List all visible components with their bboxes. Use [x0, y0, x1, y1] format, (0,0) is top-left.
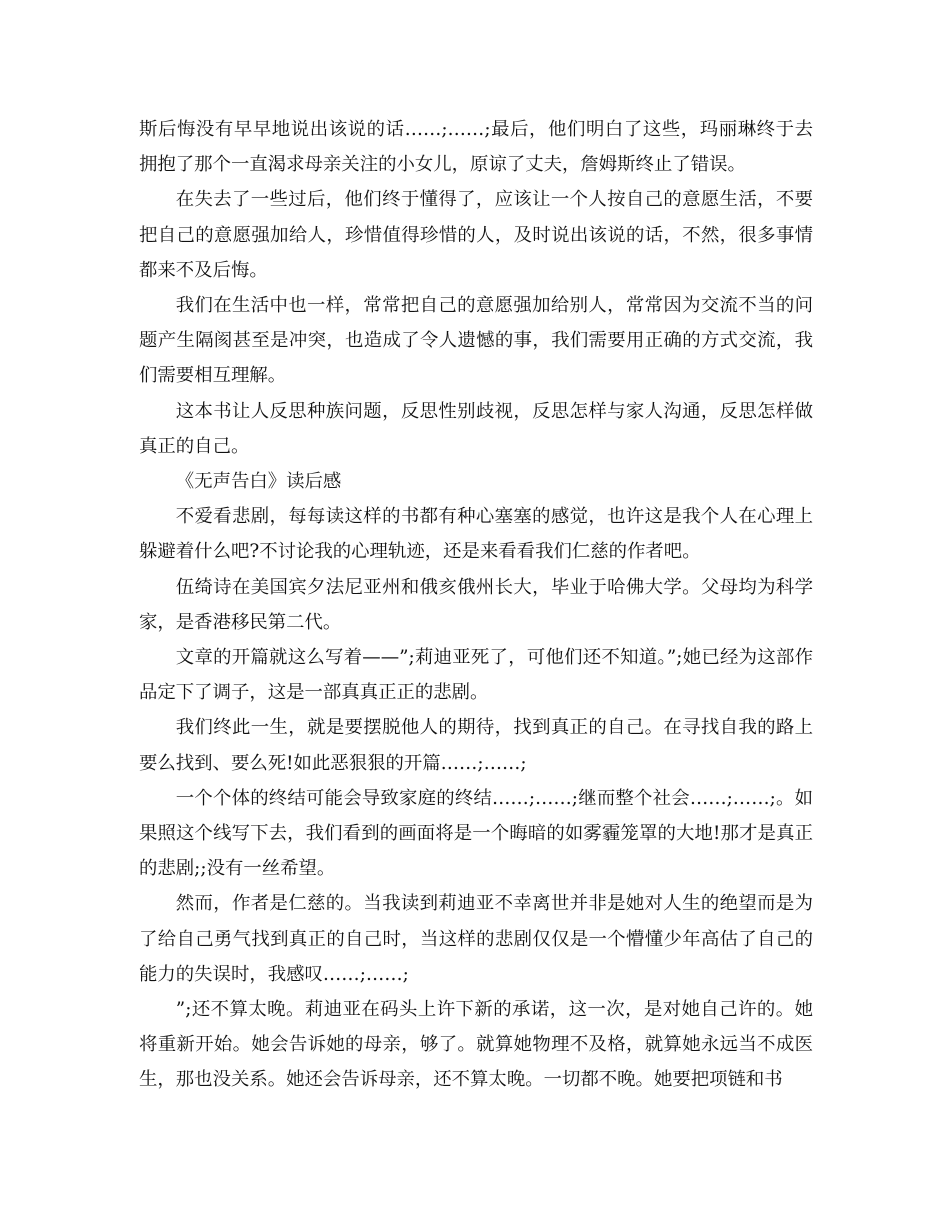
paragraph: 伍绮诗在美国宾夕法尼亚州和俄亥俄州长大，毕业于哈佛大学。父母均为科学家，是香港移民第二代。 [139, 576, 813, 633]
paragraph: 这本书让人反思种族问题，反思性别歧视，反思怎样与家人沟通，反思怎样做真正的自己。 [139, 400, 813, 457]
document-body [139, 112, 813, 1098]
paragraph: 然而，作者是仁慈的。当我读到莉迪亚不幸离世并非是她对人生的绝望而是为了给自己勇气找到真正的自己时，当这样的悲剧仅仅是一个懵懂少年高估了自己的能力的失误时，我感叹……;……; [139, 893, 813, 985]
paragraph: 不爱看悲剧，每每读这样的书都有种心塞塞的感觉，也许这是我个人在心理上躲避着什么吧?不讨论我的心理轨迹，还是来看看我们仁慈的作者吧。 [139, 506, 813, 563]
paragraph: 我们终此一生，就是要摆脱他人的期待，找到真正的自己。在寻找自我的路上要么找到、要么死!如此恶狠狠的开篇……;……; [139, 717, 813, 774]
paragraph-continuation: 斯后悔没有早早地说出该说的话……;……;最后，他们明白了这些，玛丽琳终于去拥抱了那个一直渴求母亲关注的小女儿，原谅了丈夫，詹姆斯终止了错误。 [139, 119, 813, 176]
paragraph: 我们在生活中也一样，常常把自己的意愿强加给别人，常常因为交流不当的问题产生隔阂甚至是冲突，也造成了令人遗憾的事，我们需要用正确的方式交流，我们需要相互理解。 [139, 295, 813, 387]
section-title: 《无声告白》读后感 [175, 471, 342, 493]
paragraph: ”;还不算太晚。莉迪亚在码头上许下新的承诺，这一次，是对她自己许的。她将重新开始。她会告诉她的母亲，够了。就算她物理不及格，就算她永远当不成医生，那也没关系。她还会告诉母亲，还不算太晚。一切都不晚。她要把项链和书 [139, 999, 813, 1091]
paragraph: 在失去了一些过后，他们终于懂得了，应该让一个人按自己的意愿生活，不要把自己的意愿强加给人，珍惜值得珍惜的人，及时说出该说的话，不然，很多事情都来不及后悔。 [139, 189, 813, 281]
paragraph: 一个个体的终结可能会导致家庭的终结……;……;继而整个社会……;……;。如果照这个线写下去，我们看到的画面将是一个晦暗的如雾霾笼罩的大地!那才是真正的悲剧;;没有一丝希望。 [139, 787, 813, 880]
paragraph: 文章的开篇就这么写着——”;莉迪亚死了，可他们还不知道。”;她已经为这部作品定下了调子，这是一部真真正正的悲剧。 [139, 647, 813, 704]
